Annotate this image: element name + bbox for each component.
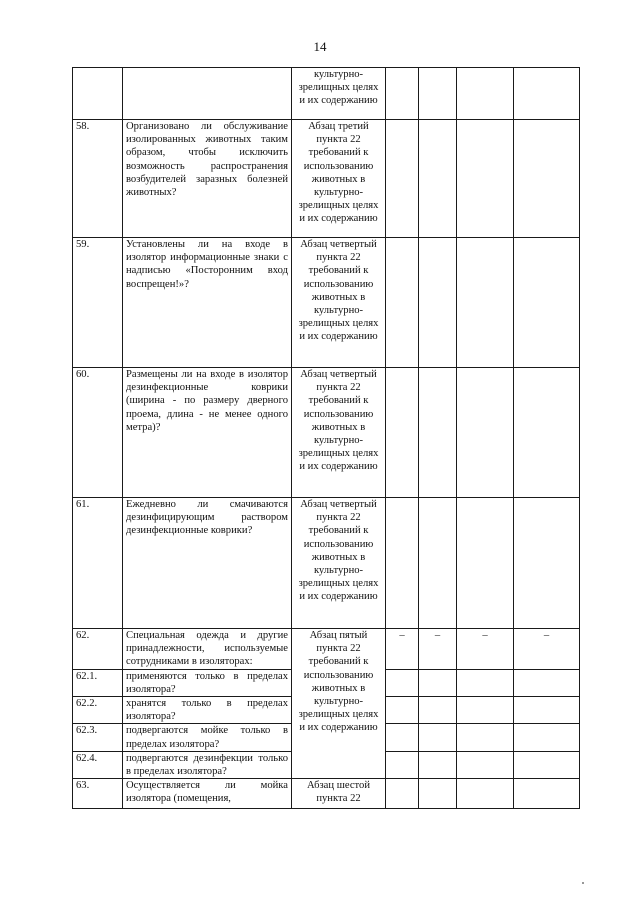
answer-na-cell[interactable]: [457, 697, 514, 724]
answer-no-cell[interactable]: –: [419, 629, 457, 670]
answer-yes-cell[interactable]: [386, 498, 419, 629]
answer-na-cell[interactable]: [457, 498, 514, 629]
answer-no-cell[interactable]: [419, 498, 457, 629]
question-cell: хранятся только в пределах изолятора?: [123, 697, 292, 724]
answer-na-cell[interactable]: [457, 751, 514, 778]
answer-na-cell[interactable]: [457, 779, 514, 809]
note-cell[interactable]: [514, 697, 580, 724]
row-number: 62.2.: [73, 697, 123, 724]
note-cell[interactable]: [514, 68, 580, 120]
table-row: [73, 629, 580, 670]
answer-no-cell[interactable]: [419, 697, 457, 724]
note-cell[interactable]: [514, 368, 580, 498]
note-cell[interactable]: [514, 120, 580, 238]
checklist-table: [72, 67, 580, 809]
requirement-cell: культурно-зрелищных целях и их содержанию: [292, 68, 386, 120]
table-row: [73, 120, 580, 238]
row-number: 62.4.: [73, 751, 123, 778]
note-cell[interactable]: [514, 238, 580, 368]
answer-yes-cell[interactable]: [386, 751, 419, 778]
question-cell: Установлены ли на входе в изолятор информационные знаки с надписью «Посторонним вход воспрещен!»?: [123, 238, 292, 368]
answer-na-cell[interactable]: –: [457, 629, 514, 670]
note-cell[interactable]: –: [514, 629, 580, 670]
scan-speck: [582, 882, 584, 884]
requirement-cell: Абзац четвертый пункта 22 требований к использованию животных в культурно-зрелищных целях и их содержанию: [292, 498, 386, 629]
answer-no-cell[interactable]: [419, 238, 457, 368]
question-cell: подвергаются дезинфекции только в пределах изолятора?: [123, 751, 292, 778]
row-number: [73, 68, 123, 120]
question-cell: Специальная одежда и другие принадлежности, используемые сотрудниками в изоляторах:: [123, 629, 292, 670]
answer-yes-cell[interactable]: [386, 68, 419, 120]
question-cell: применяются только в пределах изолятора?: [123, 669, 292, 696]
answer-no-cell[interactable]: [419, 779, 457, 809]
answer-na-cell[interactable]: [457, 368, 514, 498]
note-cell[interactable]: [514, 779, 580, 809]
question-cell: Размещены ли на входе в изолятор дезинфекционные коврики (ширина - по размеру дверного проема, длина - не менее одного метра)?: [123, 368, 292, 498]
answer-no-cell[interactable]: [419, 68, 457, 120]
answer-na-cell[interactable]: [457, 238, 514, 368]
row-number: 63.: [73, 779, 123, 809]
requirement-cell: Абзац третий пункта 22 требований к использованию животных в культурно-зрелищных целях и их содержанию: [292, 120, 386, 238]
answer-yes-cell[interactable]: –: [386, 629, 419, 670]
note-cell[interactable]: [514, 751, 580, 778]
requirement-cell: Абзац четвертый пункта 22 требований к использованию животных в культурно-зрелищных целях и их содержанию: [292, 238, 386, 368]
answer-na-cell[interactable]: [457, 120, 514, 238]
answer-yes-cell[interactable]: [386, 669, 419, 696]
table-row: [73, 368, 580, 498]
answer-na-cell[interactable]: [457, 724, 514, 751]
row-number: 58.: [73, 120, 123, 238]
answer-no-cell[interactable]: [419, 751, 457, 778]
answer-yes-cell[interactable]: [386, 724, 419, 751]
table-row: [73, 779, 580, 809]
note-cell[interactable]: [514, 669, 580, 696]
question-cell: подвергаются мойке только в пределах изолятора?: [123, 724, 292, 751]
question-cell: Организовано ли обслуживание изолированных животных таким образом, чтобы исключить возможность распространения возбудителей заразных болезней животных?: [123, 120, 292, 238]
table-row: [73, 68, 580, 120]
note-cell[interactable]: [514, 724, 580, 751]
row-number: 61.: [73, 498, 123, 629]
question-cell: Осуществляется ли мойка изолятора (помещения,: [123, 779, 292, 809]
answer-yes-cell[interactable]: [386, 779, 419, 809]
answer-no-cell[interactable]: [419, 724, 457, 751]
page-number: 14: [313, 39, 327, 54]
answer-no-cell[interactable]: [419, 120, 457, 238]
answer-yes-cell[interactable]: [386, 238, 419, 368]
table-row: [73, 238, 580, 368]
question-cell: [123, 68, 292, 120]
row-number: 62.: [73, 629, 123, 670]
requirement-cell: Абзац шестой пункта 22: [292, 779, 386, 809]
row-number: 60.: [73, 368, 123, 498]
row-number: 62.3.: [73, 724, 123, 751]
answer-na-cell[interactable]: [457, 68, 514, 120]
answer-na-cell[interactable]: [457, 669, 514, 696]
answer-no-cell[interactable]: [419, 669, 457, 696]
answer-no-cell[interactable]: [419, 368, 457, 498]
row-number: 62.1.: [73, 669, 123, 696]
requirement-cell: Абзац четвертый пункта 22 требований к использованию животных в культурно-зрелищных целях и их содержанию: [292, 368, 386, 498]
table-row: [73, 498, 580, 629]
answer-yes-cell[interactable]: [386, 697, 419, 724]
question-cell: Ежедневно ли смачиваются дезинфицирующим раствором дезинфекционные коврики?: [123, 498, 292, 629]
note-cell[interactable]: [514, 498, 580, 629]
answer-yes-cell[interactable]: [386, 368, 419, 498]
answer-yes-cell[interactable]: [386, 120, 419, 238]
requirement-cell: Абзац пятый пункта 22 требований к использованию животных в культурно-зрелищных целях и их содержанию: [292, 629, 386, 779]
row-number: 59.: [73, 238, 123, 368]
